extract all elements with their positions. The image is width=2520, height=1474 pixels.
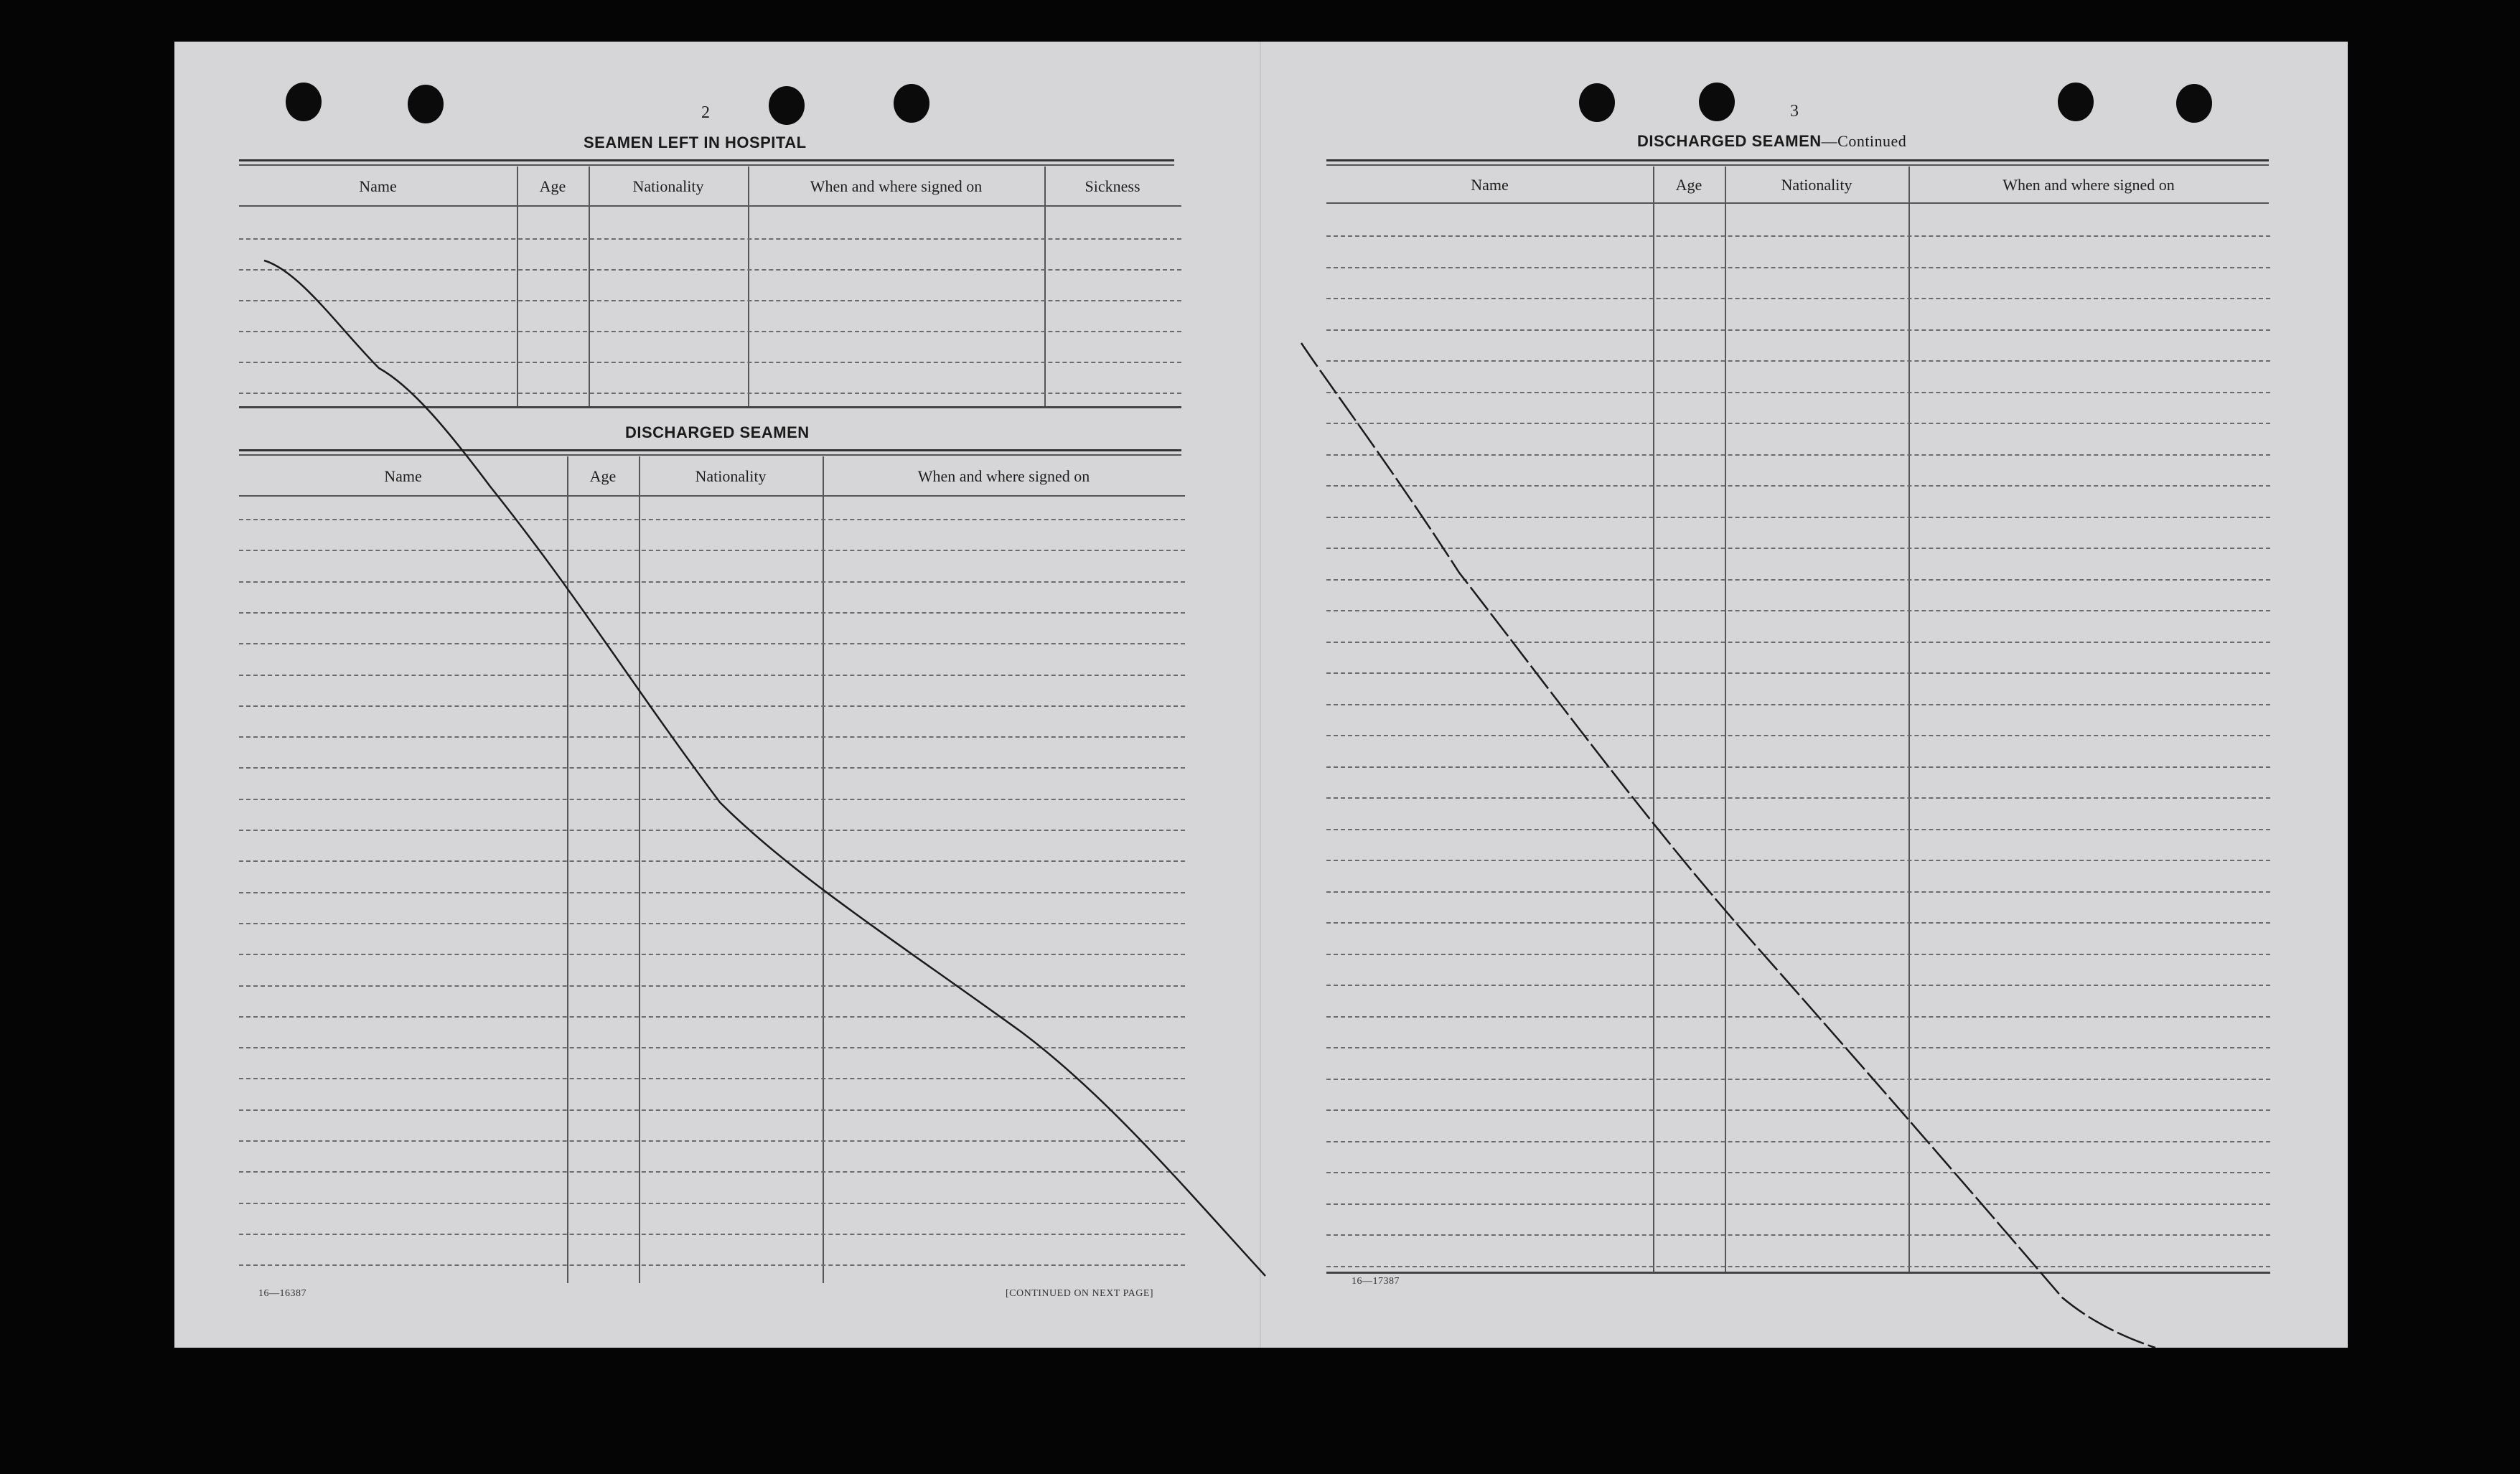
form-number-left: 16—16387 (258, 1288, 306, 1299)
column-header-name: Name (1471, 176, 1509, 194)
column-header-nationality: Nationality (695, 467, 767, 485)
page-number-left: 2 (701, 103, 710, 122)
discharged-section-title: DISCHARGED SEAMEN (625, 423, 810, 441)
continued-note: [CONTINUED ON NEXT PAGE] (1006, 1288, 1154, 1299)
column-header-nationality: Nationality (632, 177, 704, 195)
column-header-nationality: Nationality (1781, 176, 1852, 194)
page-number-right: 3 (1790, 102, 1799, 121)
form-number-right: 16—17387 (1352, 1276, 1400, 1287)
column-header-age: Age (589, 467, 617, 485)
document-sheet (174, 42, 2348, 1348)
hospital-section-title: SEAMEN LEFT IN HOSPITAL (584, 133, 807, 151)
cancellation-strokes (174, 42, 2348, 1348)
column-header-age: Age (539, 177, 566, 195)
title-text: DISCHARGED SEAMEN (1637, 132, 1822, 150)
column-header-name: Name (384, 467, 422, 485)
cancellation-stroke-right (1301, 343, 2155, 1348)
column-header-name: Name (359, 177, 397, 195)
column-header-when-where: When and where signed on (917, 467, 1090, 485)
column-header-when-where: When and where signed on (2003, 176, 2175, 194)
title-suffix: —Continued (1821, 132, 1907, 150)
column-header-sickness: Sickness (1085, 177, 1140, 195)
cancellation-stroke-left (264, 260, 1265, 1276)
column-header-when-where: When and where signed on (810, 177, 983, 195)
column-header-age: Age (1675, 176, 1702, 194)
